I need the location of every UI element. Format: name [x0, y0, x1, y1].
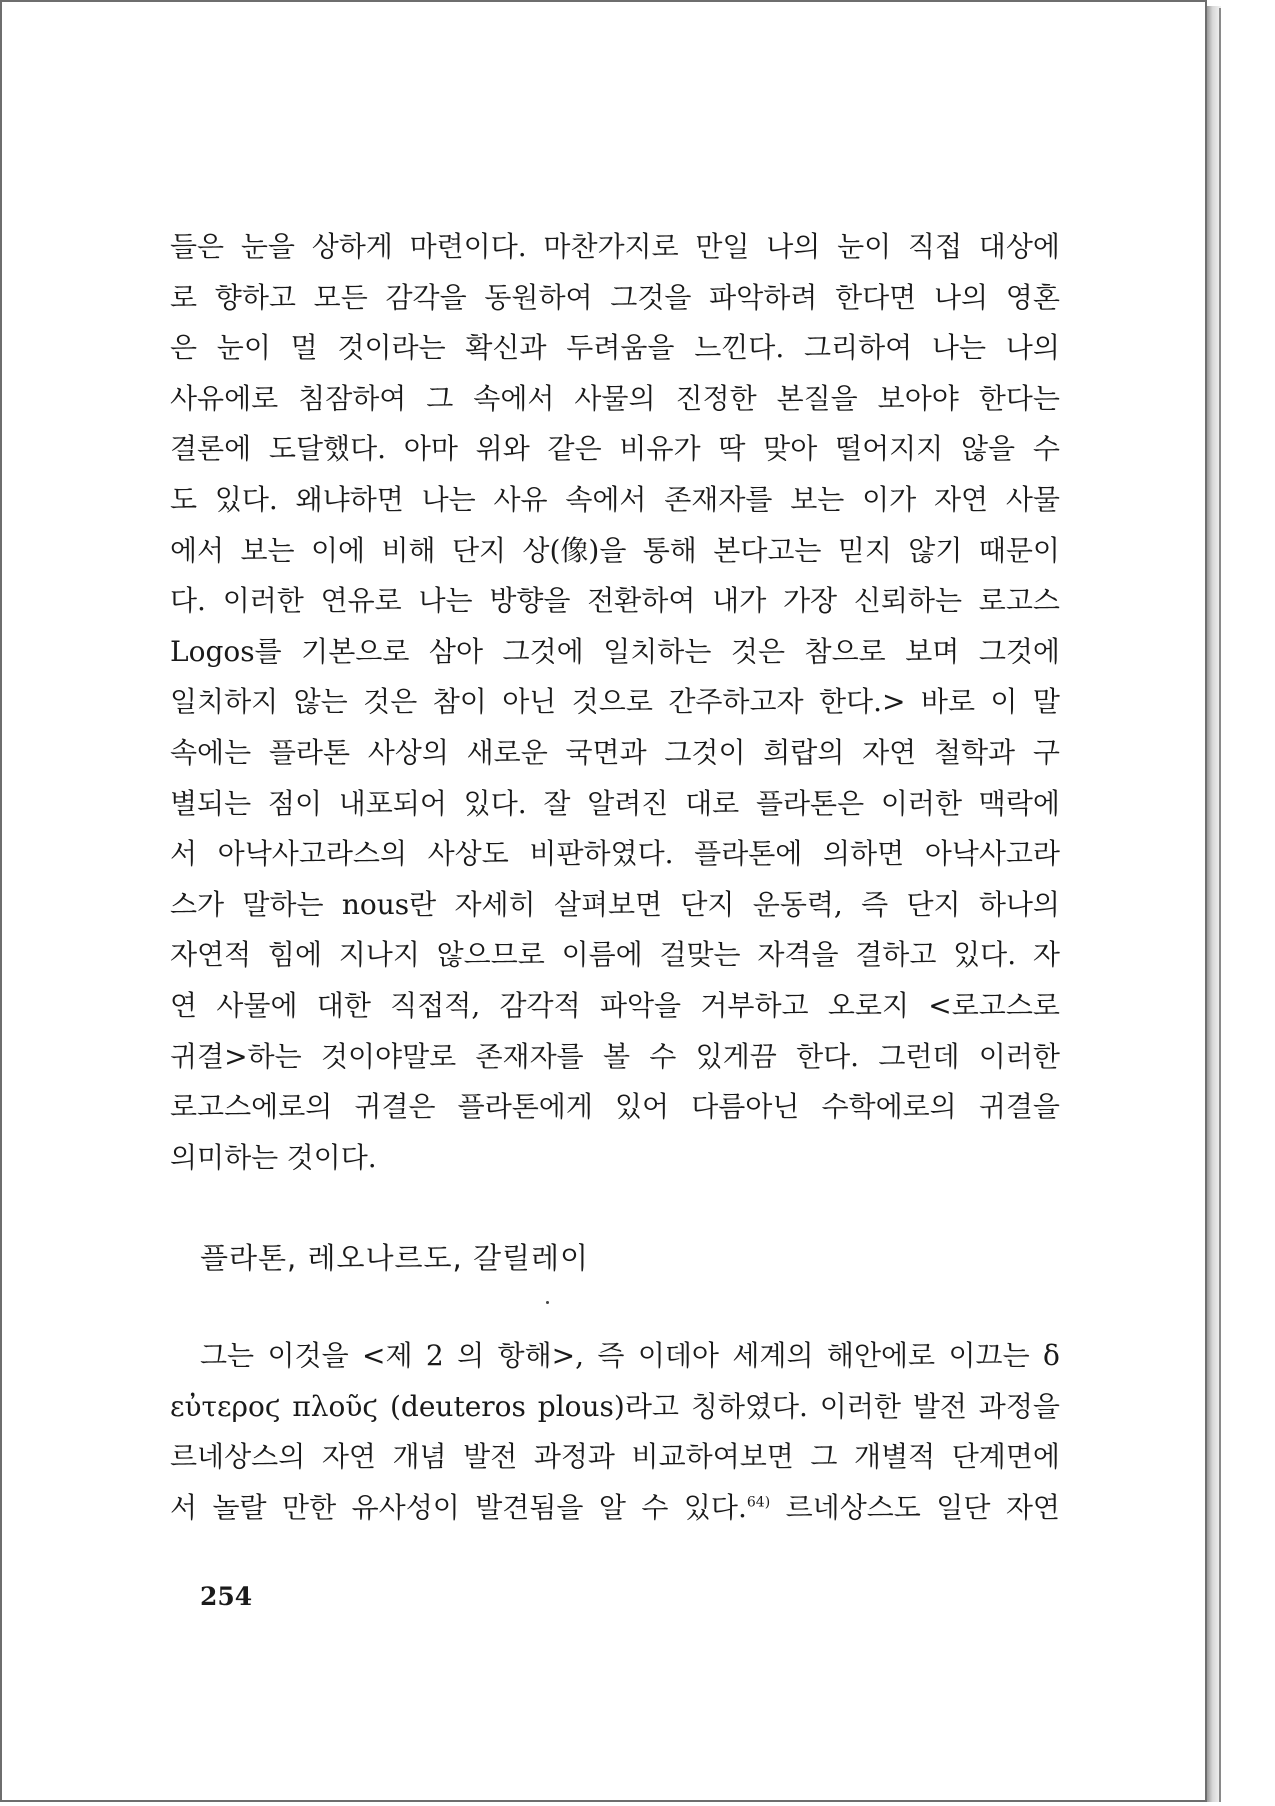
- word: 로고스: [978, 584, 1060, 618]
- word: 힘에: [267, 938, 322, 972]
- word: 것이야말로: [320, 1039, 457, 1073]
- word: 향하고: [214, 280, 296, 314]
- word: 존재자를: [664, 482, 773, 516]
- text-line: [170, 424, 1060, 475]
- word: 눈이: [837, 230, 892, 263]
- word: 바로: [920, 685, 975, 719]
- word: 감각적: [499, 988, 581, 1022]
- word: 눈이: [216, 331, 271, 365]
- word: 내포되어: [338, 786, 447, 820]
- word: 내가: [712, 584, 767, 618]
- word: 신뢰하는: [853, 584, 963, 618]
- word: 사상의: [367, 735, 449, 769]
- word: 있다.: [953, 938, 1017, 972]
- word: 연: [170, 988, 198, 1022]
- word: 이가: [862, 482, 917, 516]
- text-line: [170, 273, 1060, 324]
- text-line: [170, 323, 1060, 374]
- word: plous)라고: [537, 1389, 679, 1423]
- word: <로고스로: [928, 988, 1060, 1022]
- word: 때문이: [978, 533, 1060, 567]
- text-line: [170, 779, 1060, 830]
- word: 것이다.: [286, 1140, 377, 1174]
- word: 나는: [931, 331, 987, 365]
- word: 보는: [240, 533, 295, 567]
- word: 침잠하여: [298, 381, 407, 415]
- word: 영혼: [1005, 280, 1060, 314]
- word: 파악하려: [709, 280, 818, 314]
- word: 직접적,: [390, 988, 481, 1022]
- text-line: [170, 1382, 1060, 1433]
- word: 에서: [170, 533, 225, 567]
- text-line: [170, 829, 1060, 880]
- word: 플라톤에: [694, 837, 803, 871]
- word: 그것에: [978, 634, 1060, 668]
- word: 다름아닌: [691, 1090, 800, 1124]
- word: 한다.: [796, 1039, 860, 1073]
- word: 그는: [200, 1339, 255, 1372]
- word: 그: [426, 381, 454, 415]
- text-line: [170, 677, 1060, 728]
- word: 보며: [905, 634, 960, 668]
- text-line: [170, 1133, 1060, 1184]
- word: 연유로: [320, 584, 402, 618]
- word: 이러한: [819, 1389, 901, 1423]
- word: 사상도: [427, 837, 509, 871]
- word: 않으므로: [436, 938, 545, 972]
- text-line: [170, 627, 1060, 678]
- word: 2: [425, 1339, 444, 1372]
- word: 속에서: [565, 482, 647, 516]
- word: 있어: [614, 1090, 670, 1124]
- word: 아낙사고라: [924, 837, 1060, 871]
- word: εὐτεροϛ: [170, 1389, 281, 1423]
- word: 이러한: [978, 1039, 1060, 1073]
- word: 이: [990, 685, 1018, 719]
- word: 의: [457, 1339, 485, 1372]
- word: 자연: [862, 735, 917, 769]
- word: 항해>,: [497, 1339, 585, 1372]
- word: 파악을: [599, 988, 682, 1022]
- word: 통해: [642, 533, 697, 567]
- word: 일치하는: [603, 634, 712, 668]
- word: nous란: [341, 887, 437, 921]
- word: 대한: [316, 988, 371, 1022]
- word: 마련이다.: [409, 230, 527, 263]
- word: 비판하였다.: [529, 837, 674, 871]
- word: 존재자를: [475, 1039, 584, 1073]
- word: 발전: [912, 1389, 967, 1423]
- word: 만일: [695, 230, 750, 263]
- word: 자연적: [170, 938, 252, 972]
- word: 희랍의: [763, 735, 845, 769]
- word: 하나의: [978, 887, 1060, 921]
- word: 서: [170, 1490, 198, 1524]
- word: 별되는: [170, 786, 252, 820]
- paragraph-2: [170, 1331, 1060, 1533]
- text-line: [170, 880, 1060, 931]
- word: 자세히: [454, 887, 536, 921]
- paragraph-1: [170, 222, 1060, 1183]
- word: 자연: [933, 482, 989, 516]
- word: 도: [170, 482, 198, 516]
- text-line: [170, 1331, 1060, 1382]
- word: 서: [170, 837, 198, 871]
- word: 아마: [403, 432, 458, 466]
- word: 사물의: [574, 381, 656, 415]
- word: 것은: [730, 634, 786, 668]
- word: 한다는: [978, 381, 1060, 415]
- word: 결하고: [855, 938, 937, 972]
- word: 있다.: [214, 482, 278, 516]
- word: 귀결을: [978, 1090, 1060, 1124]
- word: 동원하여: [484, 280, 593, 314]
- text-line: [170, 1483, 1060, 1534]
- word: 이러한: [222, 584, 304, 618]
- word: 철학과: [933, 735, 1016, 769]
- word: 간주하고자: [668, 685, 804, 719]
- text-line: [170, 981, 1060, 1032]
- word: 점이: [267, 786, 322, 820]
- word: 것은: [363, 685, 418, 719]
- word: 딱: [718, 432, 746, 466]
- word: (deuteros: [390, 1389, 526, 1423]
- word: 비유가: [619, 432, 701, 466]
- word: 두려움을: [566, 331, 675, 365]
- word: 살펴보면: [553, 887, 663, 921]
- word: 결론에: [170, 432, 252, 466]
- word: 맞아: [763, 432, 818, 466]
- word: 멀: [290, 331, 318, 365]
- word: 위와: [475, 432, 530, 466]
- word: 아닌: [502, 685, 557, 719]
- word: 기본으로: [301, 634, 410, 668]
- word: 이것을: [267, 1339, 349, 1372]
- text-line: [170, 1032, 1060, 1083]
- word: 있다.: [463, 786, 527, 820]
- word: 다.: [170, 584, 206, 618]
- word: 나의: [933, 280, 989, 314]
- word: 자연: [321, 1440, 376, 1474]
- word: 르네상스도: [785, 1490, 921, 1524]
- word: 수: [641, 1490, 669, 1524]
- word: 오로지: [827, 988, 910, 1022]
- word: 보는: [790, 482, 845, 516]
- word: 나의: [1005, 331, 1060, 365]
- text-line: [170, 526, 1060, 577]
- word: 로: [170, 280, 198, 314]
- word: 알: [598, 1490, 626, 1524]
- word: 마찬가지로: [543, 230, 679, 263]
- word: 볼: [602, 1039, 631, 1073]
- word: <제: [362, 1339, 413, 1372]
- word: 나는: [421, 482, 476, 516]
- word: 국면과: [565, 735, 647, 769]
- text-line: [170, 1082, 1060, 1133]
- word: 이에: [310, 533, 366, 567]
- word: πλοῦϛ: [292, 1389, 379, 1423]
- word: 플라톤: [268, 735, 351, 769]
- word: 참으로: [804, 634, 886, 668]
- word: 한다면: [835, 280, 917, 314]
- word: 비교하여보면: [631, 1440, 794, 1474]
- word: 단지: [451, 533, 507, 567]
- word: 그런데: [878, 1039, 960, 1073]
- word: 수학에로의: [821, 1090, 957, 1124]
- word: 않기: [908, 533, 963, 567]
- word: 로고스에로의: [170, 1090, 333, 1124]
- text-line: [170, 374, 1060, 425]
- word: 단지: [906, 887, 961, 921]
- word: 같은: [547, 432, 602, 466]
- word: 스가: [170, 887, 225, 921]
- word: 플라톤에게: [457, 1090, 593, 1124]
- word: 의하면: [822, 837, 905, 871]
- word: 과정과: [533, 1440, 615, 1474]
- word: 눈을: [240, 230, 295, 263]
- word: 말하는: [242, 887, 324, 921]
- word: 수: [1032, 432, 1060, 466]
- text-line: [170, 222, 1060, 273]
- word: 새로운: [466, 735, 548, 769]
- word: 구: [1032, 735, 1060, 769]
- word: 그리하여: [803, 331, 913, 365]
- word: 대상에: [978, 230, 1060, 263]
- word: 과정을: [978, 1389, 1060, 1423]
- word: 본다고는: [713, 533, 822, 567]
- word: 이름에: [561, 938, 643, 972]
- word: 사물: [1005, 482, 1060, 516]
- word: 르네상스의: [170, 1440, 306, 1474]
- word: 것으로: [571, 685, 653, 719]
- word: 사유에로: [170, 381, 279, 415]
- word: δ: [1043, 1339, 1060, 1372]
- word: 보아야: [877, 381, 959, 415]
- word: 칭하였다.: [690, 1389, 808, 1423]
- word: 그것에: [502, 634, 584, 668]
- word: 걸맞는: [659, 938, 741, 972]
- word: 이러한: [880, 786, 963, 820]
- text-line: [170, 576, 1060, 627]
- footnote-marker[interactable]: 64): [746, 1494, 771, 1511]
- word: 귀결>하는: [170, 1039, 302, 1073]
- word: 않는: [293, 685, 348, 719]
- word: 사유: [493, 482, 548, 516]
- word: 지나지: [338, 938, 420, 972]
- word: 참이: [432, 685, 487, 719]
- text-line: [170, 930, 1060, 981]
- word: 대로: [685, 786, 740, 820]
- word: 세계의: [732, 1339, 814, 1372]
- word: 개별적: [854, 1440, 936, 1474]
- word: 방향을: [489, 584, 571, 618]
- word: 귀결은: [354, 1090, 436, 1124]
- word: 본질을: [776, 381, 858, 415]
- word: 그것이: [664, 735, 746, 769]
- word: 알려진: [587, 786, 669, 820]
- word: 전환하여: [587, 584, 696, 618]
- word: 즉: [597, 1339, 625, 1372]
- text-line: [170, 475, 1060, 526]
- word: 떨어지지: [835, 432, 944, 466]
- stray-dot-mark: [546, 1301, 549, 1304]
- word: 한다.>: [819, 685, 906, 719]
- word: 비해: [381, 533, 436, 567]
- word: 맥락에: [978, 786, 1060, 820]
- word: 잘: [543, 786, 571, 820]
- word: 거부하고: [700, 988, 809, 1022]
- word: 그: [810, 1440, 838, 1474]
- word: 상하게: [311, 230, 393, 263]
- text-line: [170, 728, 1060, 779]
- word: 있게끔: [695, 1039, 777, 1073]
- word: 상(像)을: [522, 533, 627, 567]
- text-line: [170, 1432, 1060, 1483]
- word: 의미하는: [170, 1140, 279, 1174]
- word: 일치하지: [170, 685, 279, 719]
- word: 나의: [766, 230, 821, 263]
- word: 자: [1032, 938, 1060, 972]
- word: 놀랄: [212, 1490, 267, 1524]
- word: 만한: [282, 1490, 337, 1524]
- word: 진정한: [675, 381, 757, 415]
- word: 않을: [961, 432, 1016, 466]
- word: 해안에로: [826, 1339, 936, 1372]
- word: 이끄는: [948, 1339, 1030, 1372]
- word: 발견됨을: [475, 1490, 584, 1524]
- word: 일단: [936, 1490, 991, 1524]
- section-heading: 플라톤, 레오나르도, 갈릴레이: [200, 1241, 590, 1275]
- word: 플라톤은: [755, 786, 865, 820]
- word: 단지: [680, 887, 735, 921]
- word: 있다.$^{64)}$: [683, 1490, 771, 1524]
- word: 은: [170, 331, 198, 365]
- page-edge-line: [1219, 8, 1221, 1802]
- page-number: 254: [200, 1582, 253, 1611]
- word: 유사성이: [351, 1490, 460, 1524]
- word: 도달했다.: [268, 432, 387, 466]
- word: 수: [649, 1039, 677, 1073]
- word: 나는: [418, 584, 473, 618]
- word: 속에는: [170, 735, 252, 769]
- word: 것이라는: [337, 331, 446, 365]
- word: 느낀다.: [694, 331, 785, 365]
- word: 개념: [392, 1440, 447, 1474]
- word: 운동력,: [752, 887, 843, 921]
- word: 이데아: [637, 1339, 719, 1372]
- word: 직접: [907, 230, 963, 263]
- word: 속에서: [473, 381, 555, 415]
- word: 가장: [782, 584, 838, 618]
- word: 자격을: [757, 938, 839, 972]
- word: 그것을: [610, 280, 692, 314]
- word: 즉: [861, 887, 889, 921]
- word: 사물에: [216, 988, 298, 1022]
- word: 발전: [463, 1440, 518, 1474]
- word: 확신과: [465, 331, 547, 365]
- word: 단계면에: [951, 1440, 1060, 1474]
- word: 말: [1032, 685, 1060, 719]
- word: Logos를: [170, 634, 282, 668]
- word: 감각을: [385, 280, 467, 314]
- word: 자연: [1005, 1490, 1060, 1524]
- word: 들은: [170, 230, 225, 263]
- word: 믿지: [837, 533, 892, 567]
- word: 모든: [313, 280, 368, 314]
- word: 아낙사고라스의: [217, 837, 408, 871]
- word: 왜냐하면: [295, 482, 404, 516]
- word: 삼아: [428, 634, 483, 668]
